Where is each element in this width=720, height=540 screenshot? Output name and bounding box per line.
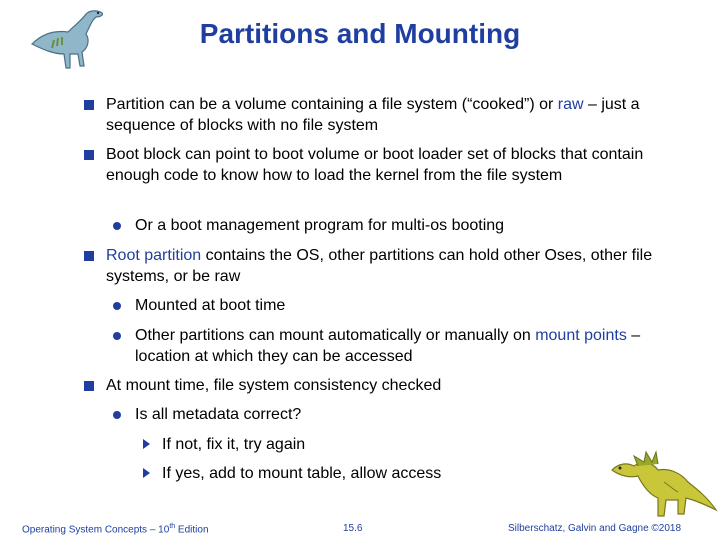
bullet-text: At mount time, file system consistency checked <box>106 377 442 394</box>
bullet-text: Mounted at boot time <box>135 297 286 314</box>
square-bullet-icon <box>84 251 94 261</box>
bullet-text: Is all metadata correct? <box>135 406 302 423</box>
round-bullet-icon <box>113 302 121 310</box>
highlight-term: mount points <box>535 327 627 344</box>
footer-book-title: Operating System Concepts – 10th Edition <box>22 523 209 536</box>
bullet-text: Boot block can point to boot volume or boot loader set of blocks that contain enough code to know how to load the kernel from the file system <box>106 146 644 184</box>
round-bullet-icon <box>113 222 121 230</box>
bullet-text: If yes, add to mount table, allow access <box>162 465 442 482</box>
triangle-bullet-icon <box>143 439 150 449</box>
bullet-text: Root partition contains the OS, other partitions can hold other Oses, other file systems, or be raw <box>106 247 653 285</box>
dinosaur-icon <box>608 440 718 520</box>
highlight-term: Root partition <box>106 247 202 264</box>
bullet-text: Partition can be a volume containing a file system (“cooked”) or raw – just a sequence of blocks with no file system <box>106 96 640 134</box>
square-bullet-icon <box>84 381 94 391</box>
round-bullet-icon <box>113 411 121 419</box>
square-bullet-icon <box>84 100 94 110</box>
triangle-bullet-icon <box>143 468 150 478</box>
bullet-text: Or a boot management program for multi-os booting <box>135 217 505 234</box>
footer-page-number: 15.6 <box>343 523 363 534</box>
page-title: Partitions and Mounting <box>199 18 521 49</box>
bullet-text: Other partitions can mount automatically or manually on mount points – location at which they can be accessed <box>135 327 641 365</box>
highlight-term: raw <box>557 96 584 113</box>
bullet-text: If not, fix it, try again <box>162 436 306 453</box>
round-bullet-icon <box>113 332 121 340</box>
footer-copyright: Silberschatz, Galvin and Gagne ©2018 <box>508 523 682 534</box>
square-bullet-icon <box>84 150 94 160</box>
